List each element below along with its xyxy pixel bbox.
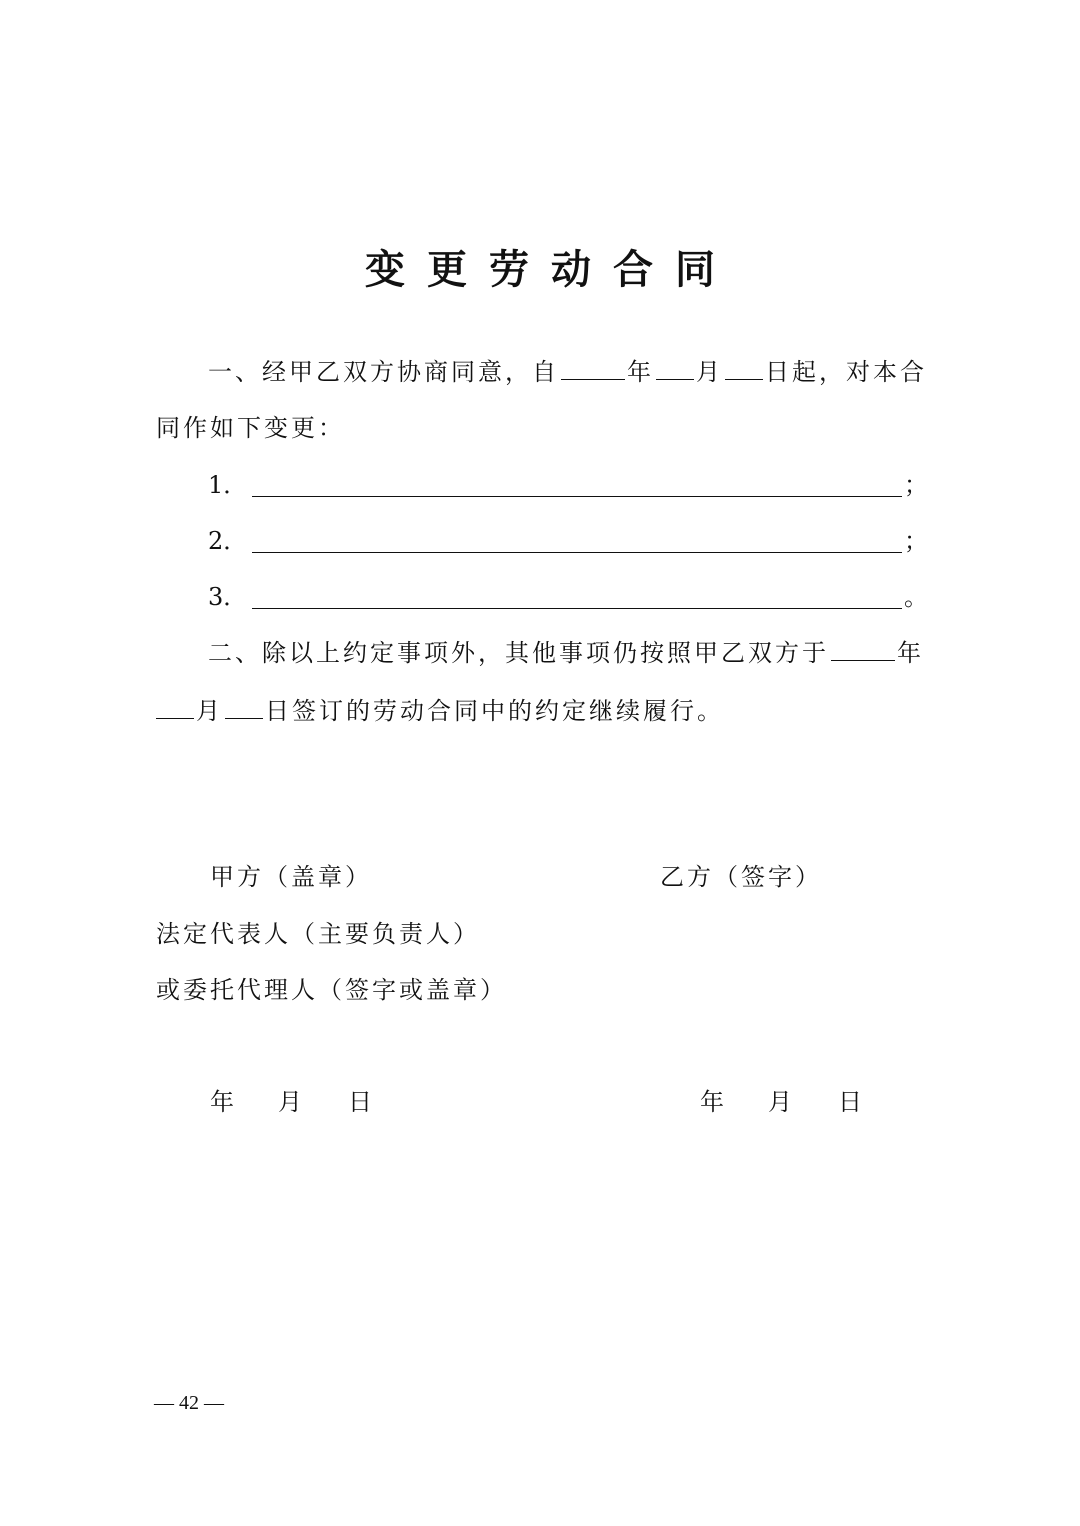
clause-1-line-1	[208, 355, 927, 389]
item-end-punctuation: ；	[904, 527, 928, 555]
legal-representative-label: 法定代表人（主要负责人）	[156, 920, 480, 948]
document-title: 变更劳动合同	[365, 246, 737, 293]
item-blank-line	[252, 608, 902, 609]
date-day: 日	[348, 1088, 372, 1116]
date-year: 年	[210, 1088, 234, 1116]
item-end-punctuation: ；	[904, 471, 928, 499]
party-b-label: 乙方（签字）	[660, 863, 822, 891]
item-blank-line	[252, 552, 902, 553]
day-suffix: 日签订的劳动合同中的约定继续履行。	[265, 697, 724, 725]
clause-2-prefix: 二、除以上约定事项外，其他事项仍按照甲乙双方于	[208, 639, 829, 667]
party-a-label: 甲方（盖章）	[210, 863, 372, 891]
month-unit: 月	[196, 697, 223, 725]
change-item	[0, 580, 1080, 620]
clause-2-line-2	[156, 694, 724, 728]
date-month: 月	[278, 1088, 302, 1116]
item-number: 2．	[208, 527, 248, 555]
day-blank	[725, 355, 763, 380]
date-day: 日	[838, 1088, 862, 1116]
year-blank	[831, 636, 895, 661]
month-blank	[156, 694, 194, 719]
item-blank-line	[252, 496, 902, 497]
page-number: — 42 —	[154, 1392, 224, 1414]
item-number: 3．	[208, 583, 248, 611]
change-item	[0, 524, 1080, 564]
year-unit: 年	[627, 358, 654, 386]
month-blank	[656, 355, 694, 380]
date-year: 年	[700, 1088, 724, 1116]
agent-label: 或委托代理人（签字或盖章）	[156, 976, 507, 1004]
month-unit: 月	[696, 358, 723, 386]
date-month: 月	[768, 1088, 792, 1116]
item-number: 1．	[208, 471, 248, 499]
change-item	[0, 468, 1080, 508]
day-blank	[225, 694, 263, 719]
day-suffix: 日起，对本合	[765, 358, 927, 386]
year-blank	[561, 355, 625, 380]
clause-1-continuation: 同作如下变更：	[156, 414, 345, 442]
item-end-punctuation: 。	[904, 583, 928, 611]
year-unit: 年	[897, 639, 924, 667]
clause-1-prefix: 一、经甲乙双方协商同意，自	[208, 358, 559, 386]
clause-2-line-1	[208, 636, 924, 670]
